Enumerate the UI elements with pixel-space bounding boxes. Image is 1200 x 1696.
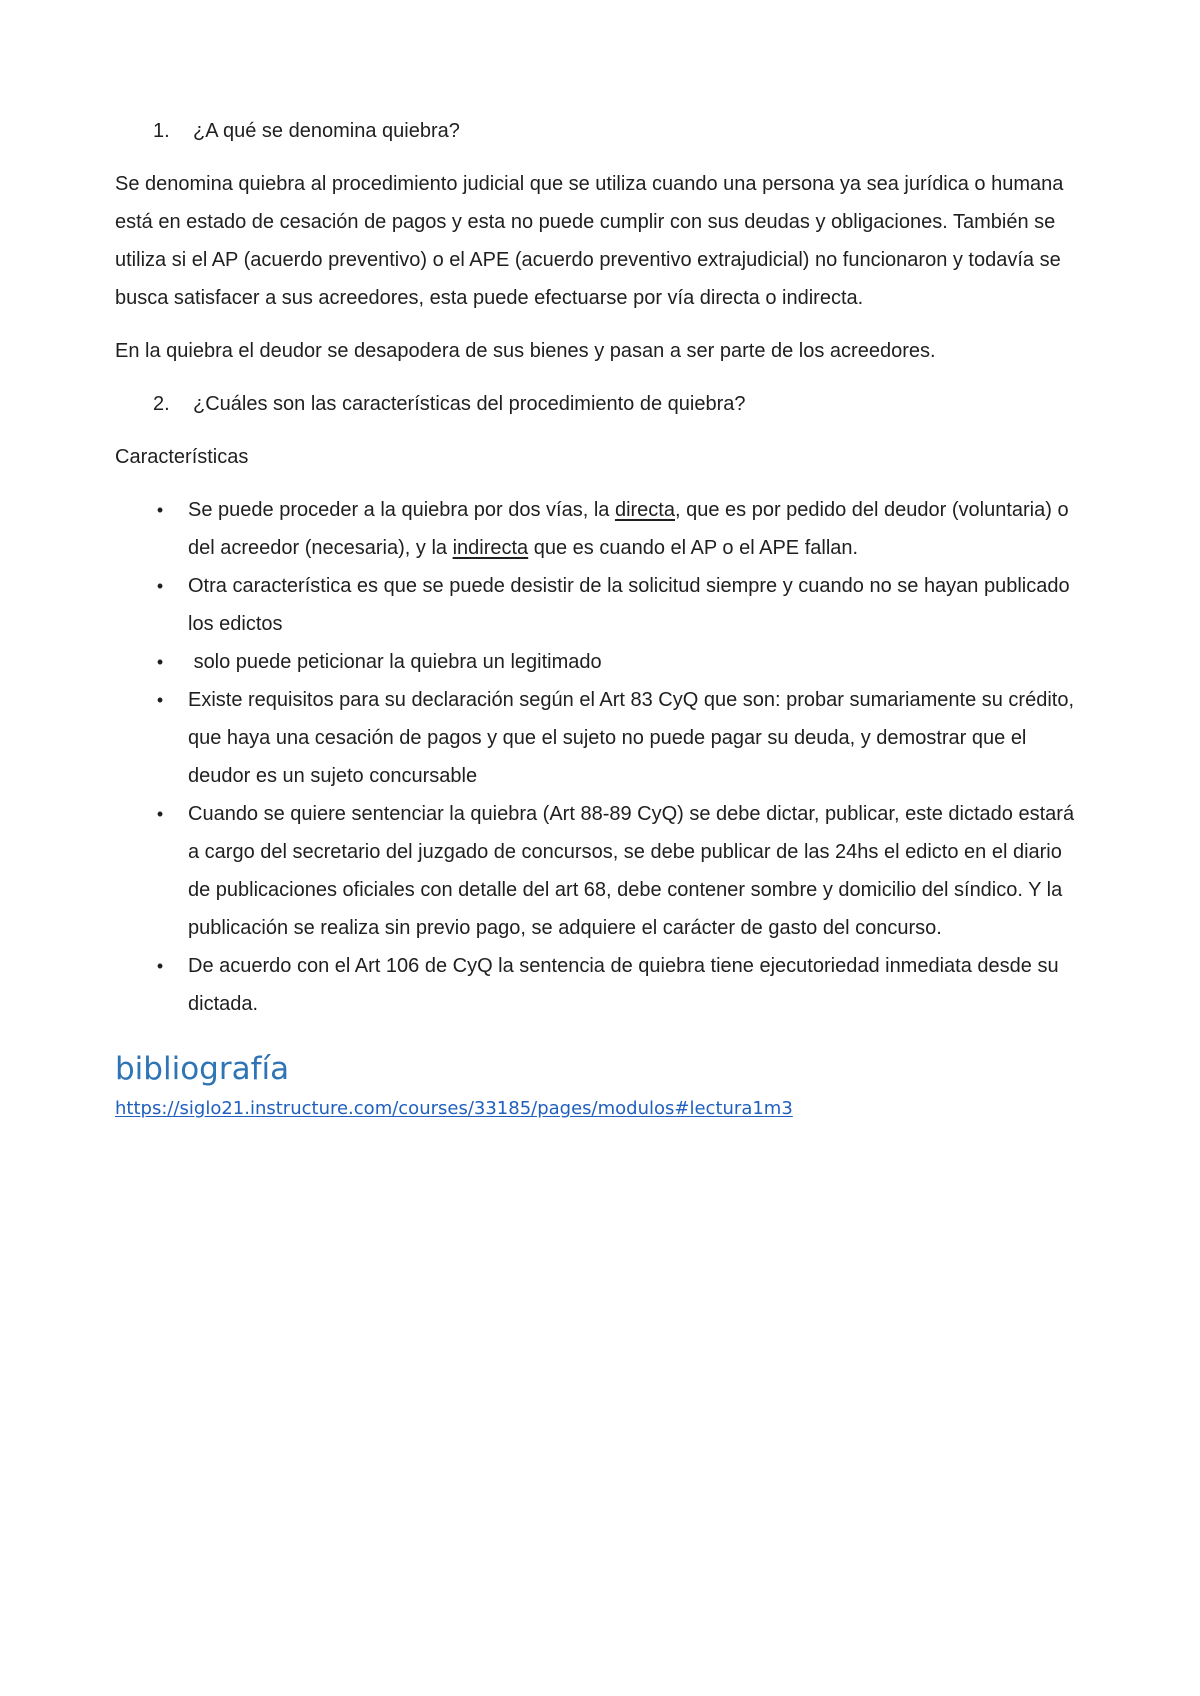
bullet-icon: • — [156, 804, 164, 824]
bullet-icon: • — [156, 500, 164, 520]
list-item-text: , que es por pedido del deudor (voluntaria) o del acreedor (necesaria), y la — [188, 499, 1069, 559]
bullet-icon: • — [156, 956, 164, 976]
list-item-text: Cuando se quiere sentenciar la quiebra (Art 88-89 CyQ) se debe dictar, publicar, este dictado estará a cargo del secretario del juzgado de concursos, se debe publicar de las 24hs el edicto en el diario de publicaciones oficiales con detalle del art 68, debe contener sombre y domicilio del síndico. Y la publicación se realiza sin previo pago, se adquiere el carácter de gasto del concurso. — [188, 803, 1075, 939]
list-item — [115, 643, 1088, 681]
list-item-text: Se puede proceder a la quiebra por dos vías, la — [188, 499, 615, 521]
list-item — [115, 567, 1088, 643]
question-2 — [115, 385, 1088, 423]
list-item — [115, 491, 1088, 567]
list-item — [115, 795, 1088, 947]
answer-1-paragraph-2: En la quiebra el deudor se desapodera de sus bienes y pasan a ser parte de los acreedores. — [115, 340, 936, 362]
list-item-text: solo puede peticionar la quiebra un legitimado — [188, 651, 602, 673]
bibliography-link[interactable]: https://siglo21.instructure.com/courses/33185/pages/modulos#lectura1m3 — [115, 1098, 793, 1119]
underlined-term-directa: directa — [614, 499, 675, 521]
question-1-text: ¿A qué se denomina quiebra? — [193, 120, 460, 142]
question-1-number: 1. — [153, 120, 170, 142]
question-2-number: 2. — [153, 393, 170, 415]
bullet-icon: • — [156, 652, 164, 672]
list-item-text: Otra característica es que se puede desistir de la solicitud siempre y cuando no se hayan publicado los edictos — [188, 575, 1070, 635]
list-item-text: De acuerdo con el Art 106 de CyQ la sentencia de quiebra tiene ejecutoriedad inmediata desde su dictada. — [188, 955, 1059, 1015]
list-item-text: que es cuando el AP o el APE fallan. — [528, 537, 859, 559]
bibliography-heading: bibliografía — [115, 1051, 290, 1087]
underlined-term-indirecta: indirecta — [452, 537, 529, 559]
characteristics-heading: Características — [115, 446, 249, 468]
characteristics-list — [115, 491, 1088, 1023]
bullet-icon: • — [156, 690, 164, 710]
question-1 — [115, 112, 1088, 150]
bullet-icon: • — [156, 576, 164, 596]
list-item — [115, 681, 1088, 795]
list-item — [115, 947, 1088, 1023]
answer-1-paragraph-1: Se denomina quiebra al procedimiento judicial que se utiliza cuando una persona ya sea jurídica o humana está en estado de cesación de pagos y esta no puede cumplir con sus deudas y obligaciones. También se utiliza si el AP (acuerdo preventivo) o el APE (acuerdo preventivo extrajudicial) no funcionaron y todavía se busca satisfacer a sus acreedores, esta puede efectuarse por vía directa o indirecta. — [115, 173, 1064, 309]
list-item-text: Existe requisitos para su declaración según el Art 83 CyQ que son: probar sumariamente su crédito, que haya una cesación de pagos y que el sujeto no puede pagar su deuda, y demostrar que el deudor es un sujeto concursable — [188, 689, 1075, 787]
question-2-text: ¿Cuáles son las características del procedimiento de quiebra? — [193, 393, 746, 415]
